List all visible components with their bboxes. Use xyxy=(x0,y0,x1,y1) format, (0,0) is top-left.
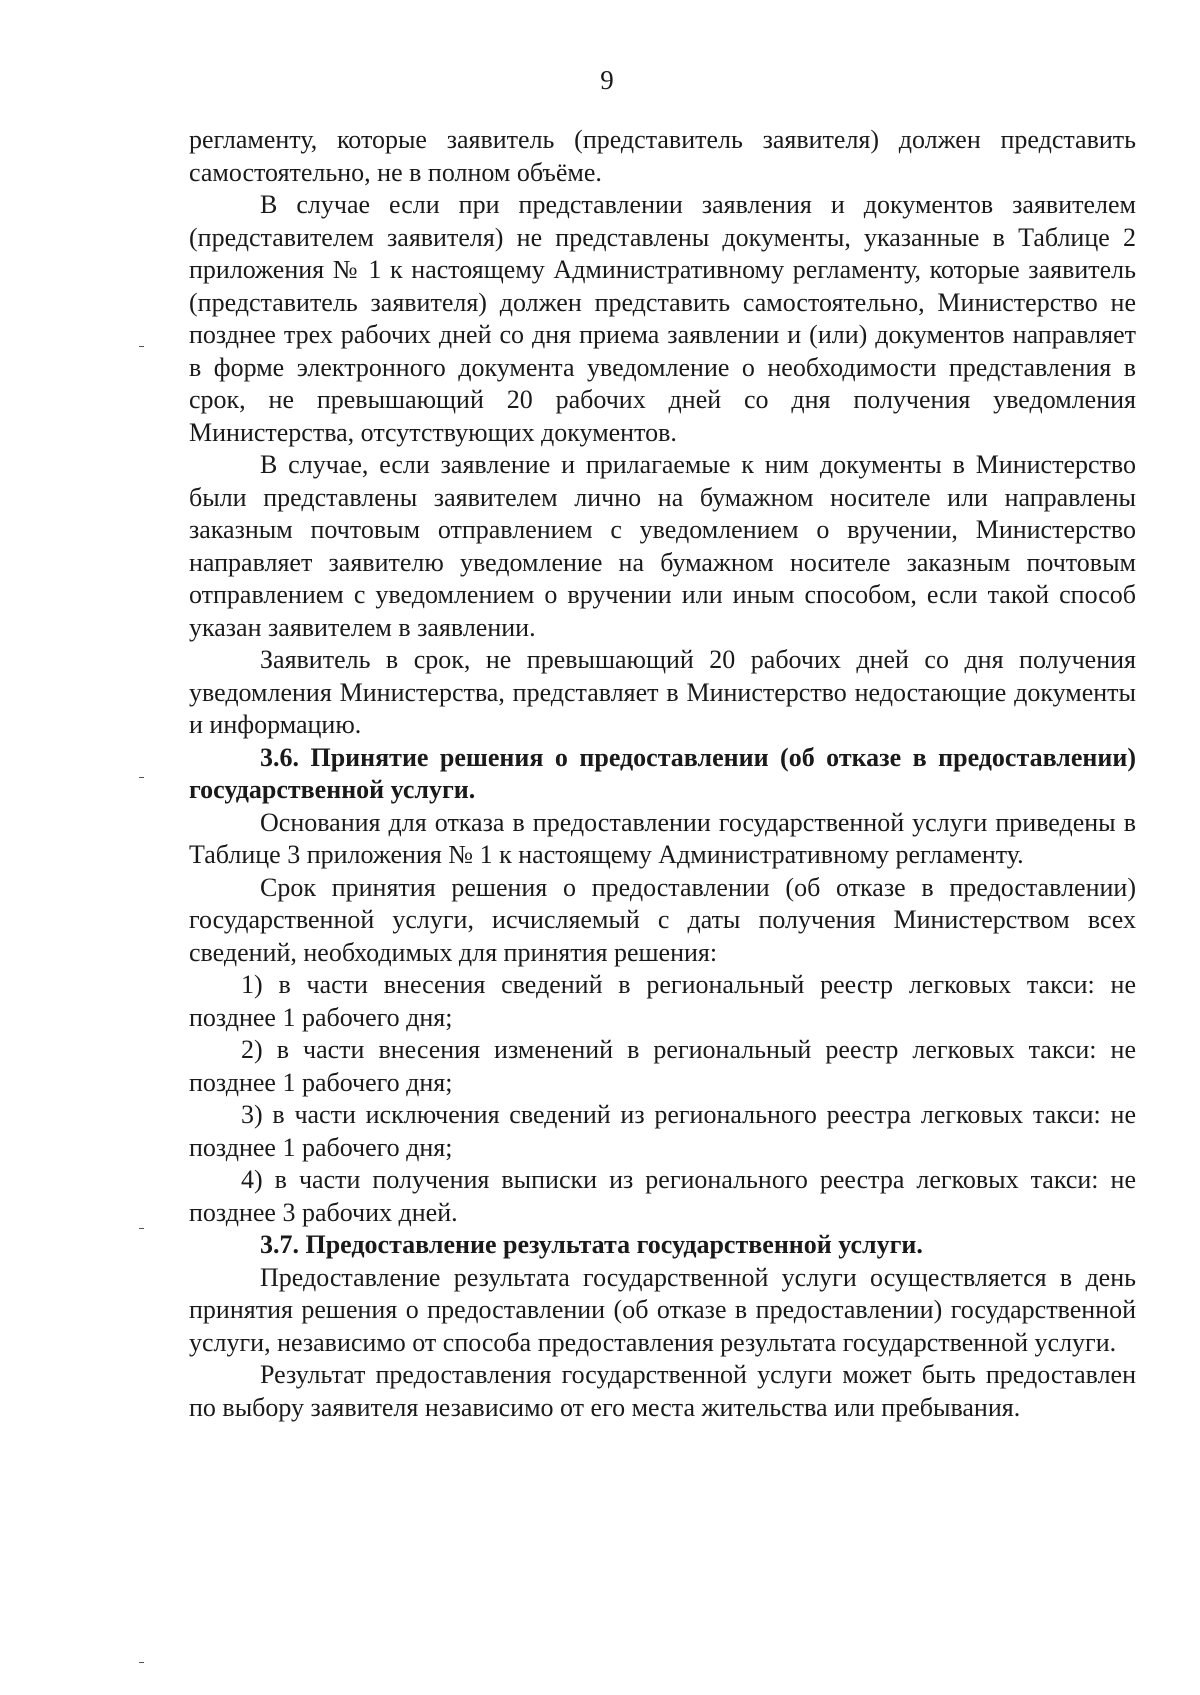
margin-mark xyxy=(139,1228,144,1229)
margin-mark xyxy=(139,346,144,347)
margin-mark xyxy=(139,1662,144,1663)
margin-mark xyxy=(139,777,144,778)
paragraph-continuation: регламенту, которые заявитель (представитель заявителя) должен представить самостоятельно, не в полном объёме. xyxy=(189,125,1136,187)
paragraph-decision-term: Срок принятия решения о предоставлении (об отказе в предоставлении) государственной услуги, исчисляемый с даты получения Министерством всех сведений, необходимых для принятия решения: xyxy=(189,872,1136,967)
section-heading-3-6: 3.6. Принятие решения о предоставлении (об отказе в предоставлении) государственной услуги. xyxy=(189,742,1136,804)
page-number: 9 xyxy=(600,65,614,95)
paragraph-refusal-grounds: Основания для отказа в предоставлении государственной услуги приведены в Таблице 3 приложения № 1 к настоящему Административному регламенту. xyxy=(189,807,1136,869)
list-item-1: 1) в части внесения сведений в региональный реестр легковых такси: не позднее 1 рабочего дня; xyxy=(189,970,1136,1032)
paragraph-applicant-deadline: Заявитель в срок, не превышающий 20 рабочих дней со дня получения уведомления Министерства, представляет в Министерство недостающие документы и информацию. xyxy=(189,645,1136,739)
paragraph-paper-notification: В случае, если заявление и прилагаемые к ним документы в Министерство были представлены заявителем лично на бумажном носителе или направлены заказным почтовым отправлением с уведомлением о вручении, Министерство направляет заявителю уведомление на бумажном носителе заказным почтовым отправлением с уведомлением о вручении или иным способом, если такой способ указан заявителем в заявлении. xyxy=(189,450,1136,642)
document-body xyxy=(189,124,1136,1424)
paragraph-result-location: Результат предоставления государственной услуги может быть предоставлен по выбору заявителя независимо от его места жительства или пребывания. xyxy=(189,1360,1136,1422)
list-item-2: 2) в части внесения изменений в региональный реестр легковых такси: не позднее 1 рабочего дня; xyxy=(189,1035,1136,1097)
section-heading-3-7: 3.7. Предоставление результата государственной услуги. xyxy=(260,1230,923,1259)
paragraph-result-day: Предоставление результата государственной услуги осуществляется в день принятия решения о предоставлении (об отказе в предоставлении) государственной услуги, независимо от способа предоставления результата государственной услуги. xyxy=(189,1262,1136,1357)
list-item-4: 4) в части получения выписки из регионального реестра легковых такси: не позднее 3 рабочих дней. xyxy=(189,1165,1136,1227)
paragraph-missing-documents: В случае если при представлении заявления и документов заявителем (представителем заявителя) не представлены документы, указанные в Таблице 2 приложения № 1 к настоящему Административному регламенту, которые заявитель (представитель заявителя) должен представить самостоятельно, Министерство не позднее трех рабочих дней со дня приема заявлении и (или) документов направляет в форме электронного документа уведомление о необходимости представления в срок, не превышающий 20 рабочих дней со дня получения уведомления Министерства, отсутствующих документов. xyxy=(189,190,1136,447)
list-item-3: 3) в части исключения сведений из регионального реестра легковых такси: не позднее 1 рабочего дня; xyxy=(189,1100,1136,1162)
